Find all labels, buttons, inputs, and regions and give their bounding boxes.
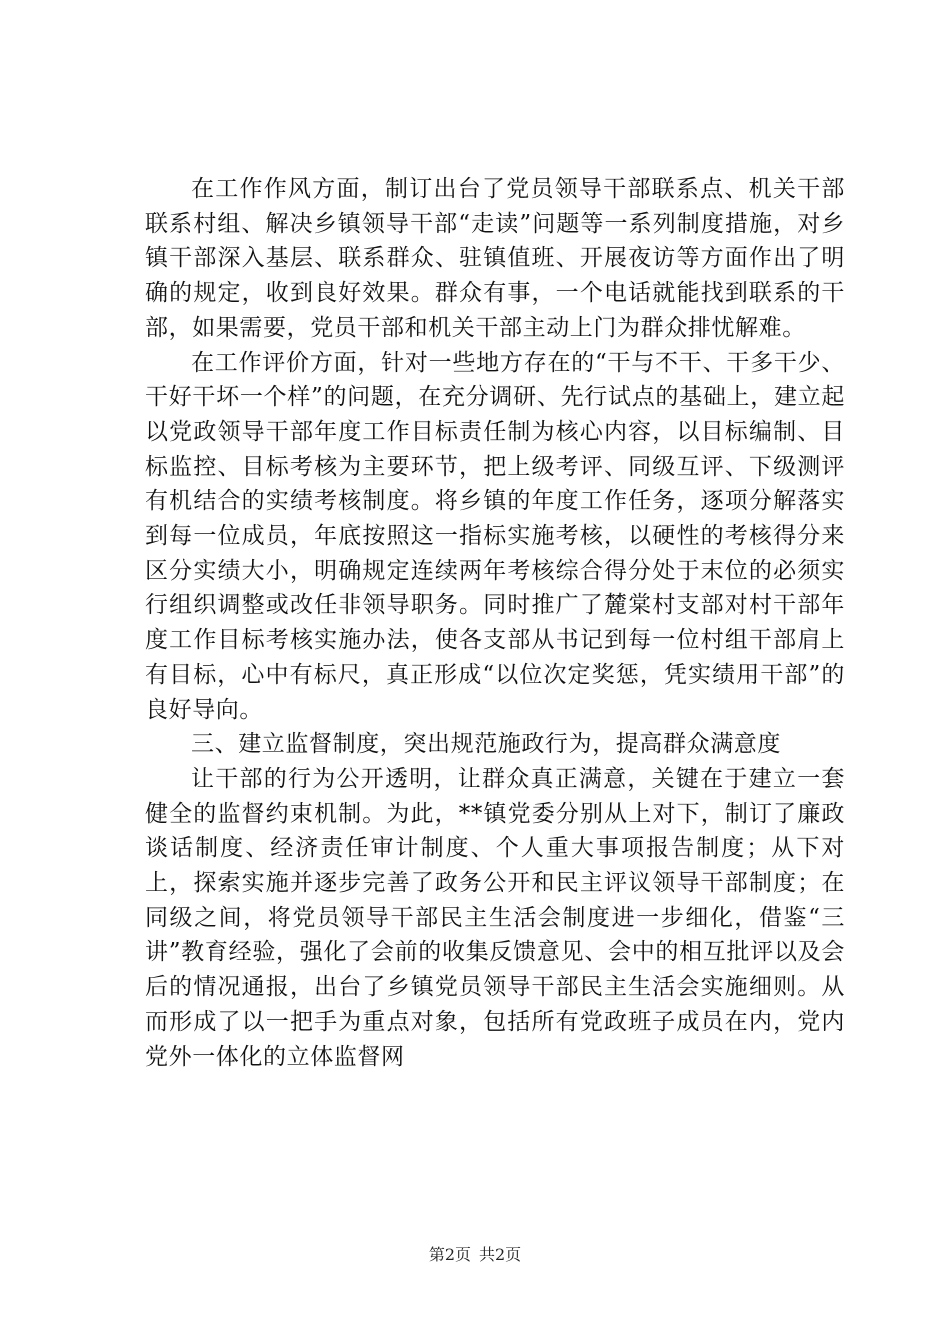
section-heading: 三、建立监督制度，突出规范施政行为，提高群众满意度	[191, 731, 781, 758]
paragraph-supervision: 让干部的行为公开透明，让群众真正满意，关键在于建立一套健全的监督约束机制。为此，**镇党委分别从上对下，制订了廉政谈话制度、经济责任审计制度、个人重大事项报告制度；从下对上，探索实施并逐步完善了政务公开和民主评议领导干部制度；在同级之间，将党员领导干部民主生活会制度进一步细化，借鉴“三讲”教育经验，强化了会前的收集反馈意见、会中的相互批评以及会后的情况通报，出台了乡镇党员领导干部民主生活会实施细则。从而形成了以一把手为重点对象，包括所有党政班子成员在内，党内党外一体化的立体监督网	[145, 765, 845, 1070]
document-body	[145, 172, 845, 1074]
paragraph-work-evaluation: 在工作评价方面，针对一些地方存在的“干与不干、干多干少、干好干坏一个样”的问题，在充分调研、先行试点的基础上，建立起以党政领导干部年度工作目标责任制为核心内容，以目标编制、目标监控、目标考核为主要环节，把上级考评、同级互评、下级测评有机结合的实绩考核制度。将乡镇的年度工作任务，逐项分解落实到每一位成员，年底按照这一指标实施考核，以硬性的考核得分来区分实绩大小，明确规定连续两年考核综合得分处于末位的必须实行组织调整或改任非领导职务。同时推广了麓棠村支部对村干部年度工作目标考核实施办法，使各支部从书记到每一位村组干部肩上有目标，心中有标尺，真正形成“以位次定奖惩，凭实绩用干部”的良好导向。	[145, 349, 845, 723]
page-total: 共2页	[479, 1245, 522, 1264]
page-footer	[0, 1245, 950, 1265]
paragraph-work-style: 在工作作风方面，制订出台了党员领导干部联系点、机关干部联系村组、解决乡镇领导干部“走读”问题等一系列制度措施，对乡镇干部深入基层、联系群众、驻镇值班、开展夜访等方面作出了明确的规定，收到良好效果。群众有事，一个电话就能找到联系的干部，如果需要，党员干部和机关干部主动上门为群众排忧解难。	[145, 176, 845, 341]
page-number: 第2页	[428, 1245, 471, 1264]
